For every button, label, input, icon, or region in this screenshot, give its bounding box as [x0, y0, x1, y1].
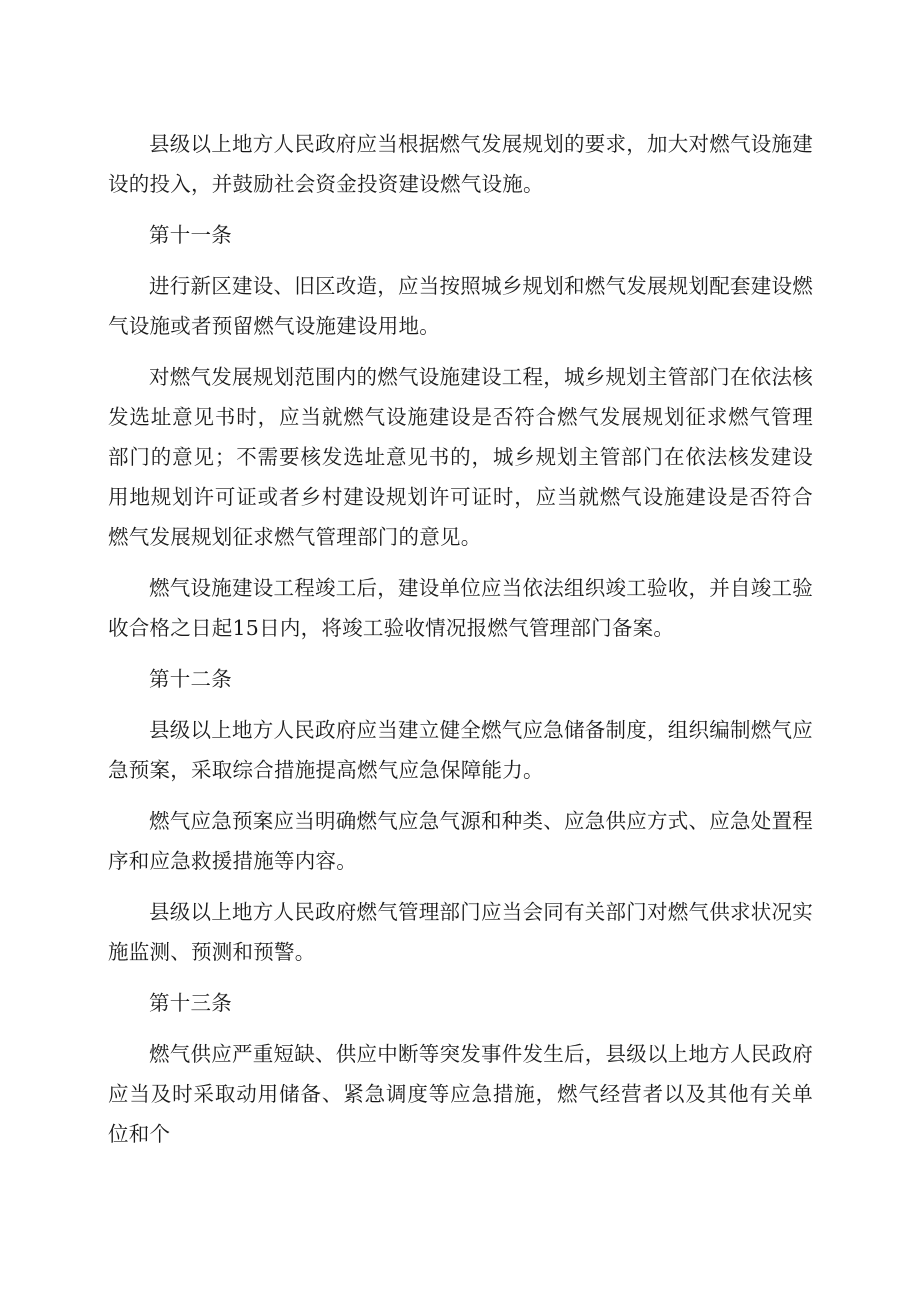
paragraph: 燃气应急预案应当明确燃气应急气源和种类、应急供应方式、应急处置程序和应急救援措施等内容。 [108, 809, 813, 873]
paragraph: 县级以上地方人民政府应当根据燃气发展规划的要求，加大对燃气设施建设的投入，并鼓励社会资金投资建设燃气设施。 [108, 132, 813, 196]
paragraph: 县级以上地方人民政府燃气管理部门应当会同有关部门对燃气供求状况实施监测、预测和预警。 [108, 900, 813, 964]
article-heading: 第十一条 [149, 223, 232, 247]
article-heading: 第十二条 [149, 667, 232, 691]
paragraph: 燃气设施建设工程竣工后，建设单位应当依法组织竣工验收，并自竣工验收合格之日起15日内，将竣工验收情况报燃气管理部门备案。 [108, 576, 813, 640]
paragraph: 进行新区建设、旧区改造，应当按照城乡规划和燃气发展规划配套建设燃气设施或者预留燃气设施建设用地。 [108, 274, 813, 338]
article-heading: 第十三条 [149, 991, 232, 1015]
paragraph: 对燃气发展规划范围内的燃气设施建设工程，城乡规划主管部门在依法核发选址意见书时，应当就燃气设施建设是否符合燃气发展规划征求燃气管理部门的意见；不需要核发选址意见书的，城乡规划主管部门在依法核发建设用地规划许可证或者乡村建设规划许可证时，应当就燃气设施建设是否符合燃气发展规划征求燃气管理部门的意见。 [108, 365, 813, 549]
document-body [108, 124, 813, 1165]
paragraph: 县级以上地方人民政府应当建立健全燃气应急储备制度，组织编制燃气应急预案，采取综合措施提高燃气应急保障能力。 [108, 718, 813, 782]
paragraph: 燃气供应严重短缺、供应中断等突发事件发生后，县级以上地方人民政府应当及时采取动用储备、紧急调度等应急措施，燃气经营者以及其他有关单位和个 [108, 1042, 813, 1146]
